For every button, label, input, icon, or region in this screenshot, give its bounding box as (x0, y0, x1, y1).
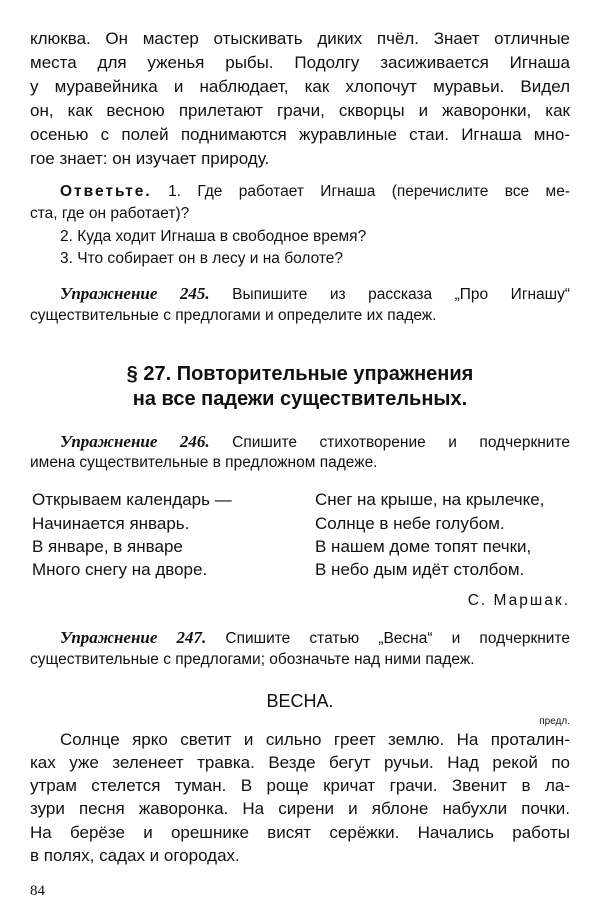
story-line: осенью с полей поднимаются журавлиные стаи. Игнаша мно- (30, 125, 570, 144)
story-line: у муравейника и наблюдает, как хлопочут муравьи. Видел (30, 77, 570, 96)
poem-line: Начинается январь. (32, 514, 190, 533)
exercise-label: Упражнение 246. (60, 432, 210, 451)
story-line: клюква. Он мастер отыскивать диких пчёл. Знает отличные (30, 29, 570, 48)
exercise-247-cont: существительные с предлогами; обозначьте над ними падеж. (30, 651, 475, 668)
story-line: места для уженья рыбы. Подолгу засиживается Игнаша (30, 53, 570, 72)
exercise-246 (60, 431, 570, 453)
poem-line: В январе, в январе (32, 537, 183, 556)
article-line: утрам стелется туман. В роще кричат грачи. Звенит в ла- (30, 776, 570, 795)
exercise-label: Упражнение 245. (60, 284, 210, 303)
article-line: в полях, садах и огородах. (30, 846, 240, 865)
section-title-line: § 27. Повторительные упражнения (126, 363, 474, 385)
poem-author: С. Маршак. (467, 592, 570, 609)
questions-label: Ответьте. (60, 183, 152, 200)
page-number: 84 (30, 883, 45, 899)
question-3: 3. Что собирает он в лесу и на болоте? (60, 250, 344, 267)
section-title-line: на все падежи существительных. (132, 388, 468, 410)
poem-line: Солнце в небе голубом. (315, 514, 505, 533)
article-line: Солнце ярко светит и сильно греет землю. На проталин- (60, 730, 570, 749)
exercise-text: Спишите стихотворение и подчеркните (232, 434, 570, 451)
story-line: гое знает: он изучает природу. (30, 149, 270, 168)
exercise-246-cont: имена существительные в предложном падеже. (30, 454, 378, 471)
question-2: 2. Куда ходит Игнаша в свободное время? (60, 228, 367, 245)
article-title: ВЕСНА. (266, 691, 334, 711)
exercise-247 (60, 627, 570, 649)
poem-line: Снег на крыше, на крылечке, (315, 490, 545, 509)
exercise-text: Выпишите из рассказа „Про Игнашу“ (232, 286, 570, 303)
story-line: он, как весною прилетают грачи, скворцы и жаворонки, как (30, 101, 570, 120)
exercise-label: Упражнение 247. (60, 628, 207, 647)
article-line: На берёзе и орешнике висят серёжки. Начались работы (30, 823, 570, 842)
exercise-text: Спишите статью „Весна“ и подчеркните (225, 630, 570, 647)
case-annotation: предл. (539, 716, 570, 727)
poem-line: Много снегу на дворе. (32, 560, 208, 579)
article-line: зури песня жаворонка. На сирени и яблоне набухли почки. (30, 799, 570, 818)
exercise-245-cont: существительные с предлогами и определите их падеж. (30, 307, 437, 324)
poem-line: В небо дым идёт столбом. (315, 560, 525, 579)
article-line: ках уже зеленеет травка. Везде бегут ручьи. Над рекой по (30, 753, 570, 772)
question-1-cont: ста, где он работает)? (30, 205, 190, 222)
poem-line: В нашем доме топят печки, (315, 537, 532, 556)
questions-line (60, 181, 570, 203)
exercise-245 (60, 283, 570, 305)
question-1: 1. Где работает Игнаша (перечислите все ме- (168, 183, 570, 200)
poem-line: Открываем календарь — (32, 490, 232, 509)
